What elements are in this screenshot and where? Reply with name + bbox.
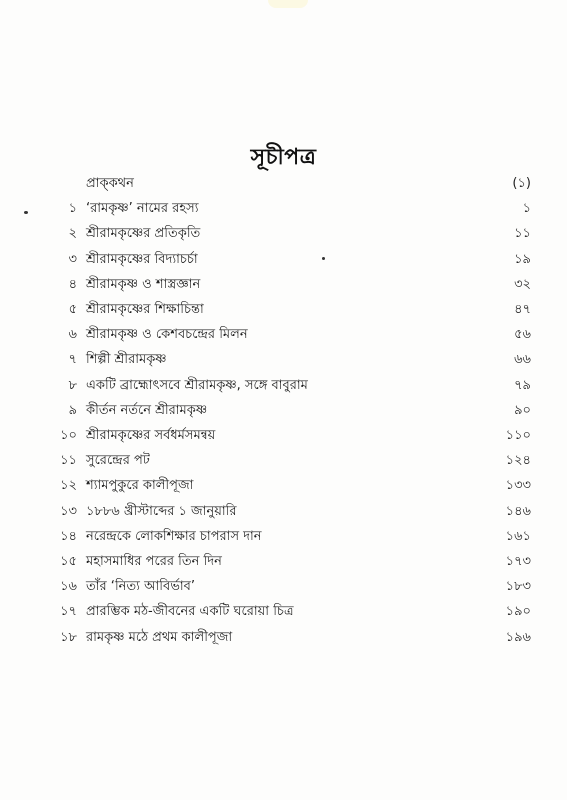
- entry-number: ১৩: [60, 503, 77, 519]
- entry-number: ১২: [60, 478, 77, 494]
- entry-number: ৪: [68, 276, 77, 292]
- entry-number: ৬: [68, 327, 77, 343]
- print-speck: [24, 211, 28, 214]
- entry-title: শ্রীরামকৃষ্ণের শিক্ষাচিন্তা: [86, 302, 204, 317]
- entry-number: ৯: [68, 402, 77, 418]
- toc-entry: [0, 248, 567, 272]
- toc-entry: [0, 298, 567, 322]
- entry-title: শ্রীরামকৃষ্ণের বিদ্যাচর্চা: [86, 251, 198, 267]
- entry-page-number: ১৭৩: [505, 554, 531, 569]
- entry-number: ৮: [68, 377, 77, 393]
- toc-entry: [0, 575, 567, 599]
- entry-page-number: ১৩৩: [505, 478, 531, 494]
- entry-number: ১৭: [60, 604, 77, 620]
- toc-entry: [0, 600, 567, 624]
- entry-title: প্রাক্‌কথন: [86, 176, 134, 191]
- toc-entry: [0, 197, 567, 221]
- toc-entry: [0, 222, 567, 246]
- toc-entry: [0, 273, 567, 297]
- toc-entry: [0, 348, 567, 372]
- entry-page-number: ১১০: [505, 428, 531, 443]
- toc-entry: [0, 550, 567, 574]
- toc-entry: [0, 626, 567, 650]
- toc-entry: [0, 172, 567, 196]
- entry-page-number: ৫৬: [514, 327, 531, 343]
- entry-page-number: ৪৭: [514, 302, 531, 317]
- entry-page-number: ১৯: [514, 251, 531, 267]
- entry-title: শ্যামপুকুরে কালীপূজা: [86, 478, 194, 494]
- entry-title: শ্রীরামকৃষ্ণের প্রতিকৃতি: [86, 226, 201, 242]
- toc-entry: [0, 474, 567, 498]
- entry-number: ১১: [60, 453, 77, 469]
- page-title: সূচীপত্র: [250, 145, 317, 170]
- entry-page-number: ৬৬: [514, 352, 531, 368]
- entry-number: ১৪: [60, 528, 77, 544]
- entry-title: একটি ব্রাহ্মোৎসবে শ্রীরামকৃষ্ণ, সঙ্গে বাবুরাম: [86, 377, 308, 393]
- entry-number: ১৬: [60, 579, 77, 595]
- entry-number: ৩: [68, 251, 77, 267]
- entry-page-number: ৯০: [514, 402, 531, 418]
- entry-page-number: ১১: [514, 226, 531, 242]
- entry-title: শ্রীরামকৃষ্ণের সর্বধর্মসমন্বয়: [86, 428, 216, 443]
- entry-number: ১০: [60, 428, 77, 443]
- entry-title: ‘রামকৃষ্ণ’ নামের রহস্য: [86, 201, 199, 217]
- entry-title: তাঁর ‘নিত্য আবির্ভাব’: [86, 579, 196, 595]
- entry-title: কীর্তন নর্তনে শ্রীরামকৃষ্ণ: [86, 402, 208, 418]
- toc-entry: [0, 374, 567, 398]
- toc-entry: [0, 399, 567, 423]
- page-edge-tint: [268, 0, 308, 8]
- entry-number: ৭: [68, 352, 77, 368]
- entry-page-number: ১৯০: [505, 604, 531, 620]
- toc-entry: [0, 424, 567, 448]
- entry-title: শ্রীরামকৃষ্ণ ও কেশবচন্দ্রের মিলন: [86, 327, 248, 343]
- toc-entry: [0, 449, 567, 473]
- entry-title: রামকৃষ্ণ মঠে প্রথম কালীপূজা: [86, 629, 233, 645]
- entry-page-number: ৭৯: [514, 377, 531, 393]
- entry-number: ১৮: [60, 629, 77, 645]
- entry-page-number: (১): [512, 176, 531, 191]
- entry-title: প্রারম্ভিক মঠ-জীবনের একটি ঘরোয়া চিত্র: [86, 604, 294, 620]
- entry-title: শিল্পী শ্রীরামকৃষ্ণ: [86, 352, 167, 368]
- entry-page-number: ১: [522, 201, 531, 217]
- entry-title: ১৮৮৬ খ্রীস্টাব্দের ১ জানুয়ারি: [86, 503, 237, 519]
- entry-page-number: ১৬১: [505, 528, 531, 544]
- print-speck: [322, 257, 325, 260]
- entry-title: সুরেন্দ্রের পট: [86, 453, 150, 469]
- entry-number: ১: [68, 201, 77, 217]
- entry-number: ২: [68, 226, 77, 242]
- entry-page-number: ১৯৬: [505, 629, 531, 645]
- entry-page-number: ১৪৬: [505, 503, 531, 519]
- entry-title: নরেন্দ্রকে লোকশিক্ষার চাপরাস দান: [86, 528, 262, 544]
- toc-entry: [0, 525, 567, 549]
- entry-page-number: ১৮৩: [505, 579, 531, 595]
- entry-title: মহাসমাধির পরের তিন দিন: [86, 554, 222, 569]
- entry-page-number: ১২৪: [505, 453, 531, 469]
- entry-number: ১৫: [60, 554, 77, 569]
- entry-number: ৫: [68, 302, 77, 317]
- toc-entry: [0, 323, 567, 347]
- toc-entry: [0, 500, 567, 524]
- entry-page-number: ৩২: [514, 276, 531, 292]
- entry-title: শ্রীরামকৃষ্ণ ও শাস্ত্রজ্ঞান: [86, 276, 201, 292]
